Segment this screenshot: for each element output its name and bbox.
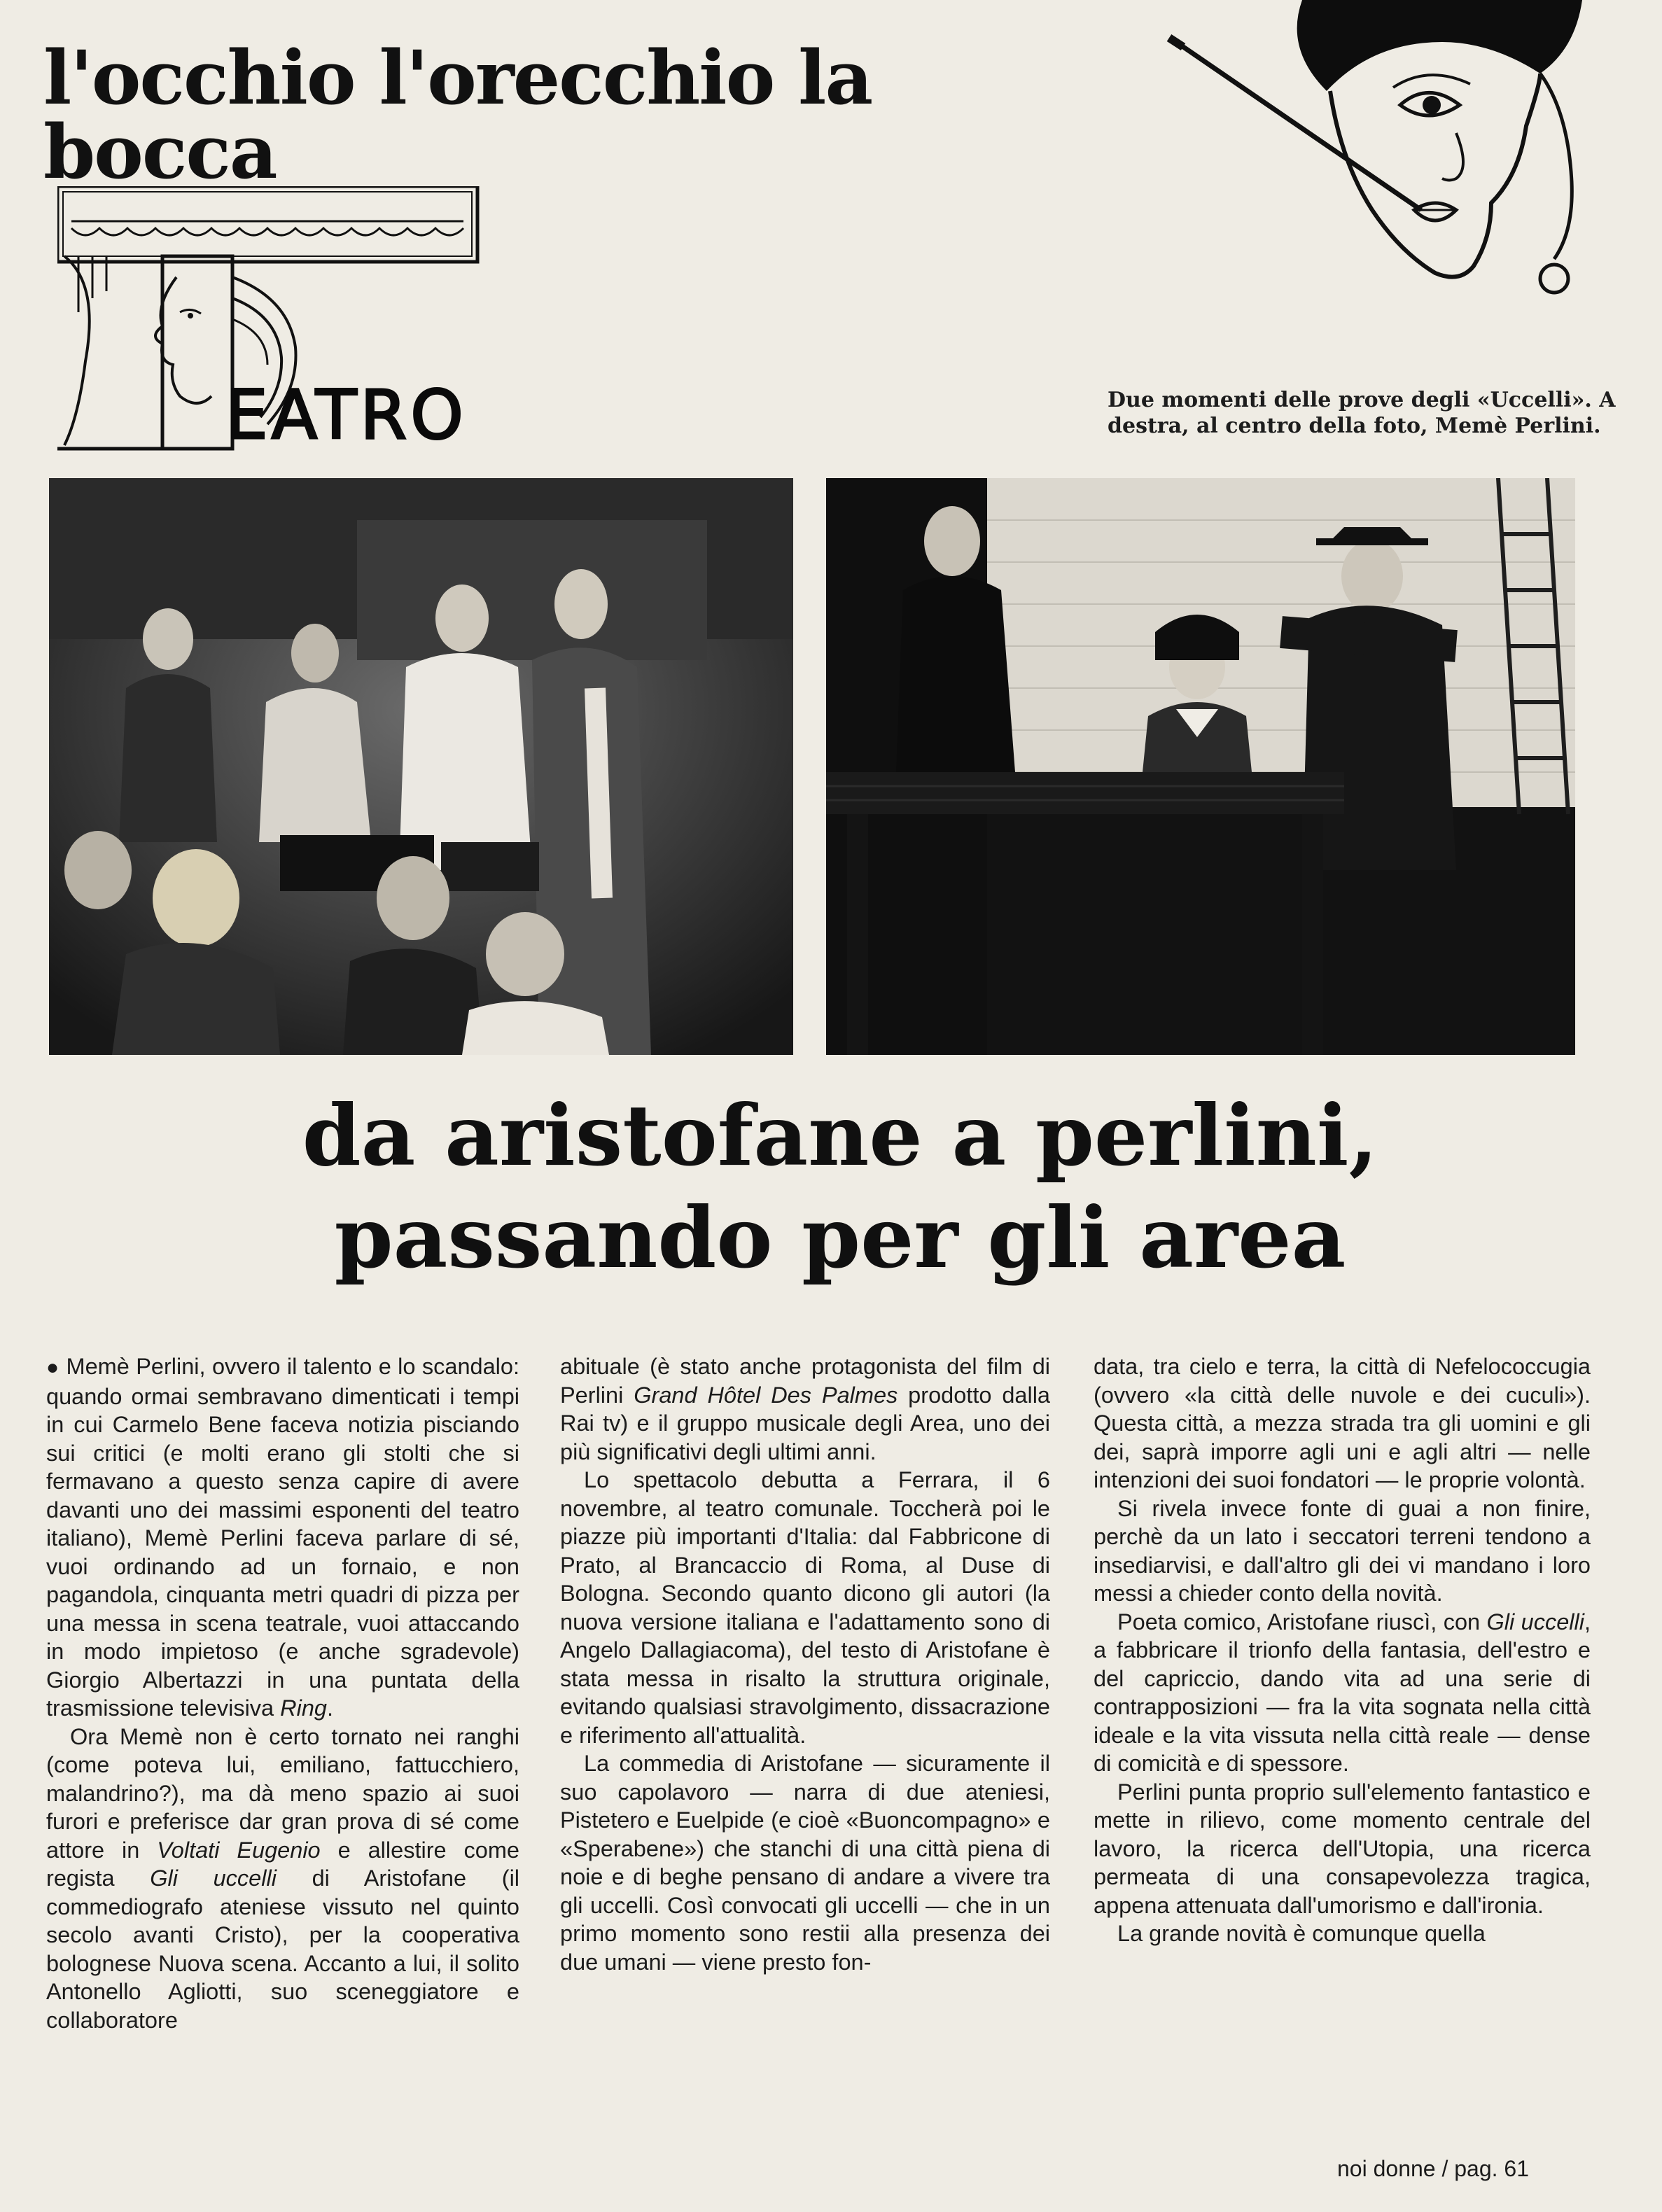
paragraph: Si rivela invece fonte di guai a non finire, perchè da un lato i seccatori terreni tendono a insediarvisi, e dall'altro gli dei vi mandano i loro messi a chieder conto della novità. bbox=[1094, 1495, 1591, 1606]
article-column-1 bbox=[46, 1352, 519, 2034]
publication-name: noi donne bbox=[1337, 2156, 1436, 2181]
article-column-3 bbox=[1094, 1352, 1591, 1948]
page-number: pag. 61 bbox=[1454, 2156, 1530, 2181]
paragraph: Ora Memè non è certo tornato nei ranghi (come poteva lui, emiliano, fattucchiero, malandrino?), ma dà meno spazio ai suoi furori e preferisce dar gran prova di sé come attore in Voltati Eugenio e allestire come regista Gli uccelli di Aristofane (il commediografo ateniese vissuto nel quinto secolo avanti Cristo), per la cooperativa bolognese Nuova scena. Accanto a lui, il solito Antonello Agliotti, suo sceneggiatore e collaboratore bbox=[46, 1723, 520, 2033]
headline-line-1: da aristofane a perlini, bbox=[302, 1086, 1378, 1185]
headline bbox=[105, 1085, 1575, 1289]
stage-actors-photo bbox=[826, 478, 1575, 1055]
paragraph: Perlini punta proprio sull'elemento fantastico e mette in rilievo, come momento centrale del lavoro, la ricerca dell'Utopia, una ricerca permeata di una consapevolezza tragica, appena attenuata dall'umorismo e dall'ironia. bbox=[1094, 1779, 1591, 1918]
paragraph: La grande novità è comunque quella bbox=[1117, 1921, 1486, 1946]
face-illustration bbox=[1162, 0, 1662, 312]
teatro-word: EATRO bbox=[225, 376, 467, 454]
paragraph: Poeta comico, Aristofane riuscì, con Gli uccelli, a fabbricare il trionfo della fantasia, dell'estro e del capriccio, dando vita ad una serie di contrapposizioni — fra la vita sognata nella città ideale e la vita vissuta nella città reale — dense di comicità e di spessore. bbox=[1094, 1609, 1591, 1776]
paragraph: data, tra cielo e terra, la città di Nefelococcugia (ovvero «la città delle nuvole e dei cuculi»). Questa città, a mezza strada tra gli uomini e gli dei, saprà imporre agli uni e agli altri — nelle intenzioni dei suoi fondatori — le proprie volontà. bbox=[1094, 1354, 1591, 1492]
photo-caption: Due momenti delle prove degli «Uccelli». A destra, al centro della foto, Memè Perlini. bbox=[1108, 388, 1616, 438]
footer-separator: / bbox=[1441, 2156, 1448, 2181]
paragraph: ● Memè Perlini, ovvero il talento e lo scandalo: quando ormai sembravano dimenticati i tempi in cui Carmelo Bene faceva notizia pisciando sui critici (e molti erano gli stolti che si fermavano a questo senza capire di avere davanti uno dei massimi esponenti del teatro italiano), Memè Perlini faceva parlare di sé, vuoi ordinando ad un fornaio, e non pagandola, cinquanta metri quadri di pizza per una messa in scena teatrale, vuoi attaccando in modo impietoso (e anche sgradevole) Giorgio Albertazzi in una puntata della trasmissione televisiva Ring. bbox=[46, 1354, 520, 1721]
paragraph: Lo spettacolo debutta a Ferrara, il 6 novembre, al teatro comunale. Toccherà poi le piazze più importanti d'Italia: dal Fabbricone di Prato, al Brancaccio di Roma, al Duse di Bologna. Secondo quanto dicono gli autori (la nuova versione italiana e l'adattamento sono di Angelo Dallagiacoma), del testo di Aristofane è stata messa in risalto la struttura originale, evitando qualsiasi stravolgimento, dissacrazione e riferimento all'attualità. bbox=[560, 1467, 1050, 1748]
rehearsal-group-photo bbox=[49, 478, 793, 1055]
headline-line-2: passando per gli area bbox=[334, 1189, 1346, 1287]
page-footer bbox=[1337, 2156, 1529, 2182]
paragraph: abituale (è stato anche protagonista del film di Perlini Grand Hôtel Des Palmes prodotto dalla Rai tv) e il gruppo musicale degli Area, uno dei più significativi degli ultimi anni. bbox=[560, 1354, 1051, 1464]
bullet-icon: ● bbox=[46, 1356, 60, 1379]
article-column-2 bbox=[560, 1352, 1050, 1976]
paragraph: La commedia di Aristofane — sicuramente il suo capolavoro — narra di due ateniesi, Pistetero e Euelpide (e cioè «Buoncompagno» e «Sperabene») che stanchi di una città piena di noie e di beghe pensano di andare a vivere tra gli uccelli. Così convocati gli uccelli — che in un primo momento sono restii alla presenza dei due umani — viene presto fon- bbox=[560, 1751, 1050, 1975]
section-header: l'occhio l'orecchio la bocca bbox=[43, 34, 872, 195]
